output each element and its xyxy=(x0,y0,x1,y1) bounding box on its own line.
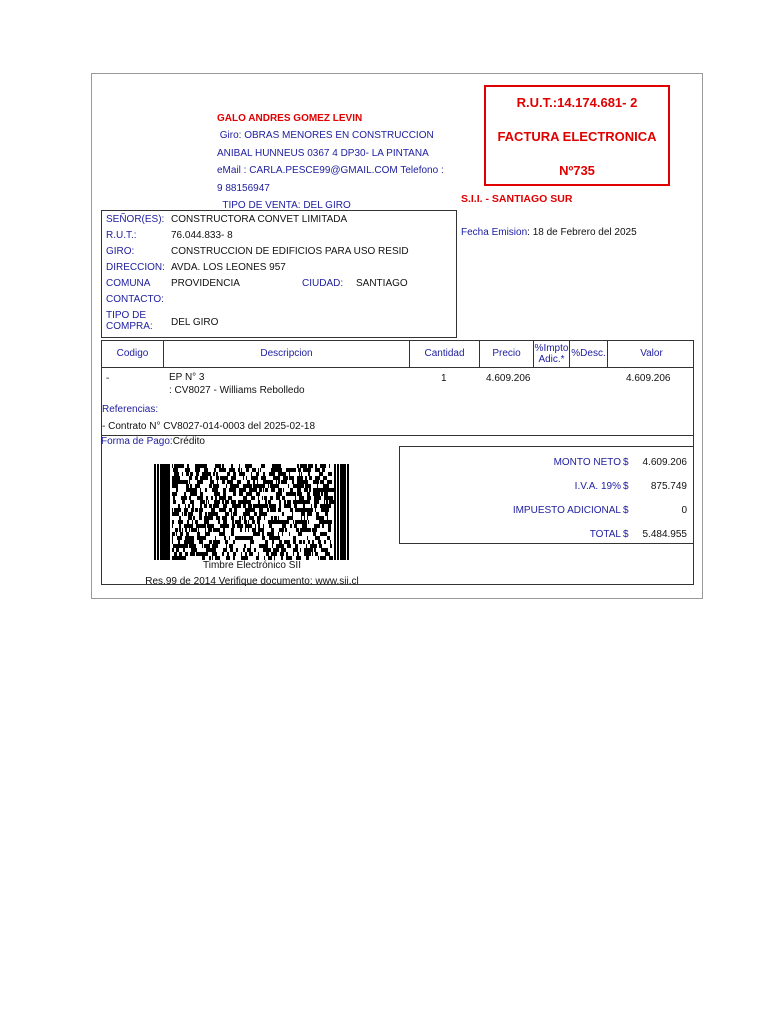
total-label: I.V.A. 19% xyxy=(574,481,621,492)
client-box xyxy=(101,210,457,338)
emission-date-label: Fecha Emision xyxy=(461,227,528,238)
row-descripcion-2: : CV8027 - Williams Rebolledo xyxy=(169,385,305,396)
total-label: MONTO NETO xyxy=(553,457,621,468)
issuer-email: eMail : CARLA.PESCE99@GMAIL.COM Telefono : xyxy=(217,165,444,177)
invoice-page xyxy=(91,73,703,599)
emission-date-value: : 18 de Febrero del 2025 xyxy=(527,227,637,238)
client-comuna-label: COMUNA xyxy=(106,278,151,289)
row-descripcion-1: EP N° 3 xyxy=(169,372,205,383)
sii-office: S.I.I. - SANTIAGO SUR xyxy=(461,193,573,205)
timbre-resolution: Res.99 de 2014 Verifique documento: www.sii.cl xyxy=(145,576,359,587)
col-impto: %Impto Adic.* xyxy=(534,343,569,365)
document-type: FACTURA ELECTRONICA xyxy=(497,129,657,144)
forma-pago-value: Crédito xyxy=(172,436,205,447)
client-rut: 76.044.833- 8 xyxy=(171,230,233,241)
items-table-header xyxy=(102,341,693,368)
row-valor: 4.609.206 xyxy=(626,373,671,384)
total-amount: 0 xyxy=(681,505,687,516)
issuer-name: GALO ANDRES GOMEZ LEVIN xyxy=(217,113,363,124)
client-tipo-compra: DEL GIRO xyxy=(171,317,219,328)
client-tipo-compra-row xyxy=(106,310,446,336)
total-row-neto xyxy=(400,457,693,471)
total-label: TOTAL xyxy=(589,529,621,540)
col-descripcion: Descripcion xyxy=(164,341,410,367)
total-row-total xyxy=(400,529,693,543)
currency-symbol: $ xyxy=(623,529,629,540)
currency-symbol: $ xyxy=(623,481,629,492)
col-desc: %Desc. xyxy=(570,341,608,367)
client-rut-label: R.U.T.: xyxy=(106,230,137,241)
col-codigo: Codigo xyxy=(102,341,164,367)
row-codigo: - xyxy=(106,373,110,384)
currency-symbol: $ xyxy=(623,505,629,516)
issuer-block xyxy=(217,110,444,214)
client-giro-label: GIRO: xyxy=(106,246,135,257)
forma-pago xyxy=(101,436,205,447)
timbre-barcode xyxy=(154,464,350,560)
totals-box xyxy=(399,446,694,544)
col-cantidad: Cantidad xyxy=(410,341,480,367)
total-amount: 5.484.955 xyxy=(642,529,687,540)
issuer-rut: R.U.T.:14.174.681- 2 xyxy=(516,95,638,110)
client-senor: CONSTRUCTORA CONVET LIMITADA xyxy=(171,214,348,225)
timbre-label: Timbre Electrónico SII xyxy=(203,560,301,571)
client-giro: CONSTRUCCION DE EDIFICIOS PARA USO RESID xyxy=(171,246,409,257)
issuer-address: ANIBAL HUNNEUS 0367 4 DP30- LA PINTANA xyxy=(217,147,429,159)
issuer-tipo-venta: TIPO DE VENTA: DEL GIRO xyxy=(217,199,351,211)
total-amount: 4.609.206 xyxy=(642,457,687,468)
document-id-box xyxy=(484,85,670,186)
currency-symbol: $ xyxy=(623,457,629,468)
client-ciudad: SANTIAGO xyxy=(356,278,408,289)
total-label: IMPUESTO ADICIONAL xyxy=(512,505,621,516)
issuer-giro: Giro: OBRAS MENORES EN CONSTRUCCION xyxy=(217,130,434,142)
client-tipo-compra-label: TIPO DE COMPRA: xyxy=(106,310,153,332)
total-amount: 875.749 xyxy=(650,481,687,492)
total-row-impuesto xyxy=(400,505,693,519)
col-precio: Precio xyxy=(480,341,534,367)
emission-date xyxy=(461,227,637,238)
client-senor-label: SEÑOR(ES): xyxy=(106,214,165,225)
row-precio: 4.609.206 xyxy=(486,373,531,384)
referencia-line: - Contrato N° CV8027-014-0003 del 2025-02-18 xyxy=(102,421,316,432)
issuer-phone: 9 88156947 xyxy=(217,182,270,194)
client-direccion-label: DIRECCION: xyxy=(106,262,165,273)
document-number: Nº735 xyxy=(559,163,595,178)
items-table xyxy=(101,340,694,436)
client-ciudad-label: CIUDAD: xyxy=(302,278,344,289)
total-row-iva xyxy=(400,481,693,495)
client-comuna: PROVIDENCIA xyxy=(171,278,240,289)
row-cantidad: 1 xyxy=(441,373,447,384)
client-contacto-label: CONTACTO: xyxy=(106,294,164,305)
col-valor: Valor xyxy=(640,348,663,359)
client-direccion: AVDA. LOS LEONES 957 xyxy=(171,262,286,273)
referencias-label: Referencias: xyxy=(102,404,159,415)
forma-pago-label: Forma de Pago: xyxy=(101,436,173,447)
